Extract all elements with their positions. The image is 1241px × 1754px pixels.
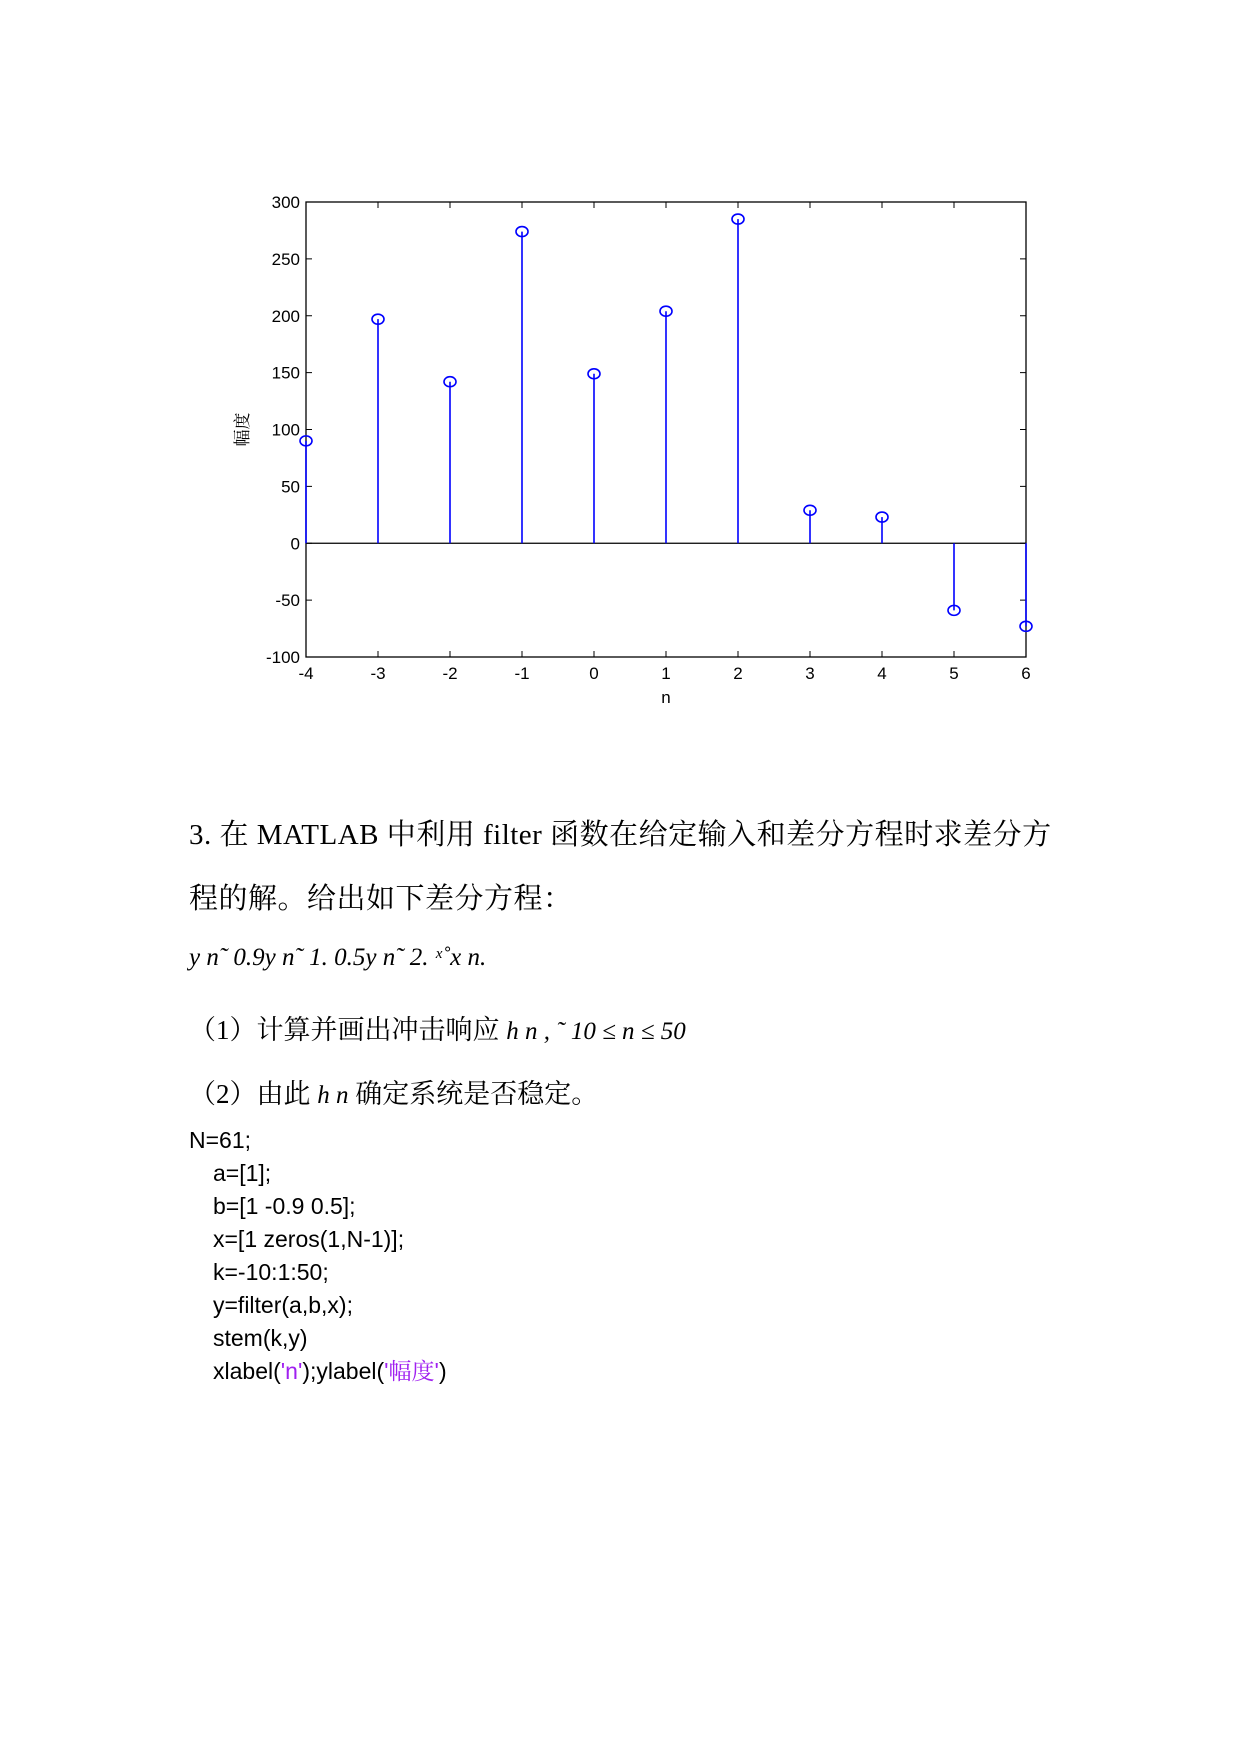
- x-tick-label: -4: [298, 664, 314, 683]
- difference-equation: [189, 944, 486, 972]
- stem-chart: [200, 180, 1060, 720]
- code-string-ylabel: '幅度': [384, 1358, 439, 1384]
- code-line: stem(k,y): [213, 1325, 308, 1351]
- task-item-1: [189, 1008, 686, 1047]
- task-item-2-math: h n: [317, 1082, 349, 1109]
- task-item-2-text-b: 确定系统是否稳定。: [355, 1079, 599, 1109]
- x-tick-label: 3: [805, 664, 815, 683]
- code-line: k=-10:1:50;: [213, 1259, 329, 1285]
- problem-heading-line2: 程的解。给出如下差分方程：: [189, 883, 573, 915]
- code-close-paren: ): [438, 1358, 447, 1384]
- x-tick-label: -3: [370, 664, 386, 683]
- task-item-1-math: h n , ˜ 10 ≤ n ≤ 50: [506, 1018, 686, 1045]
- code-xlabel-call: xlabel(: [213, 1358, 281, 1384]
- y-tick-label: 300: [271, 193, 300, 212]
- x-tick-label: 1: [661, 664, 671, 683]
- code-line: x=[1 zeros(1,N-1)];: [213, 1226, 405, 1252]
- x-tick-label: 6: [1021, 664, 1031, 683]
- y-axis-label: 幅度: [233, 412, 253, 447]
- task-item-2-text-a: （2）由此: [189, 1079, 311, 1109]
- stem-chart-svg: [200, 180, 1060, 720]
- x-tick-label: 4: [877, 664, 887, 683]
- code-string-n: 'n': [280, 1358, 303, 1384]
- y-tick-label: 200: [271, 306, 300, 326]
- y-tick-label: 50: [281, 477, 300, 497]
- x-tick-label: 0: [589, 664, 599, 683]
- code-line: a=[1];: [213, 1160, 272, 1186]
- code-line-labels: [189, 1355, 447, 1388]
- matlab-code-block: [189, 1124, 447, 1388]
- code-line: b=[1 -0.9 0.5];: [213, 1193, 356, 1219]
- y-tick-label: 250: [271, 249, 300, 269]
- x-tick-label: 2: [733, 664, 743, 683]
- problem-heading-line1: 3. 在 MATLAB 中利用 filter 函数在给定输入和差分方程时求差分方: [189, 819, 1052, 851]
- x-tick-label: -1: [514, 664, 530, 683]
- y-tick-label: 150: [271, 363, 300, 383]
- task-item-2: [189, 1072, 598, 1111]
- y-tick-label: -50: [275, 591, 300, 611]
- y-tick-label: 100: [271, 420, 300, 440]
- code-ylabel-call: );ylabel(: [302, 1358, 385, 1384]
- y-tick-label: 0: [290, 534, 300, 554]
- x-axis-label: n: [661, 688, 671, 707]
- task-item-1-text: （1）计算并画出冲击响应: [189, 1015, 500, 1045]
- code-line: N=61;: [189, 1127, 252, 1153]
- x-tick-label: -2: [442, 664, 458, 683]
- equation-text: y n˜ 0.9y n˜ 1. 0.5y n˜ 2. ˣ˚x n.: [189, 944, 487, 971]
- y-tick-label: -100: [265, 648, 300, 667]
- x-tick-label: 5: [949, 664, 959, 683]
- code-line: y=filter(a,b,x);: [213, 1292, 353, 1318]
